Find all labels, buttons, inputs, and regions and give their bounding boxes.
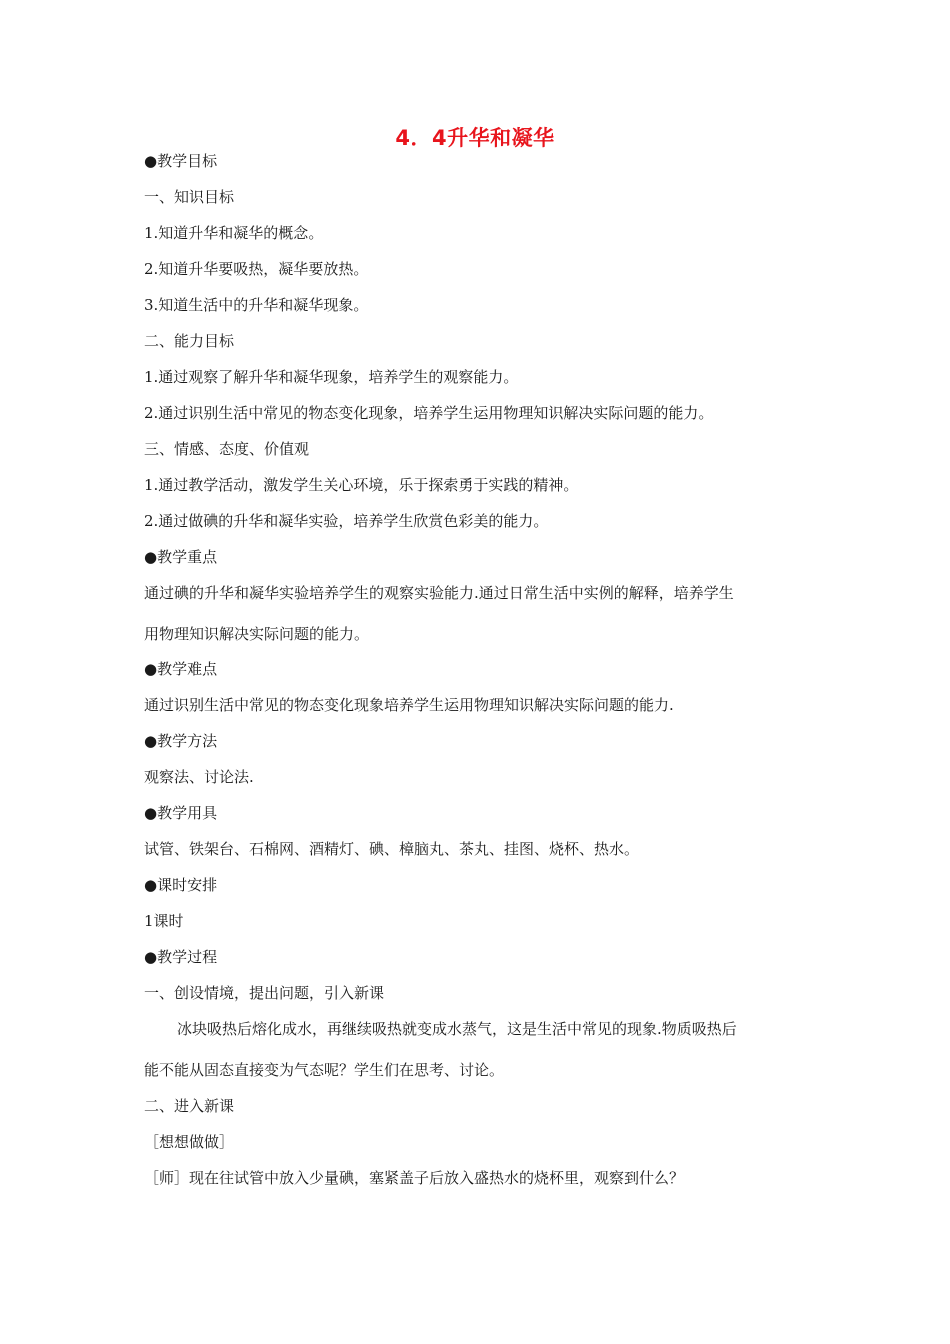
- paragraph-line: 2.通过识别生活中常见的物态变化现象，培养学生运用物理知识解决实际问题的能力。: [144, 404, 714, 422]
- section-heading-methods: ●教学方法: [144, 732, 218, 750]
- paragraph-line: 试管、铁架台、石棉网、酒精灯、碘、樟脑丸、茶丸、挂图、烧杯、热水。: [144, 840, 640, 858]
- paragraph-line: 能不能从固态直接变为气态呢？学生们在思考、讨论。: [144, 1061, 505, 1079]
- paragraph-line: 通过识别生活中常见的物态变化现象培养学生运用物理知识解决实际问题的能力.: [144, 696, 674, 714]
- paragraph-line: 1.通过教学活动，激发学生关心环境，乐于探索勇于实践的精神。: [144, 476, 579, 494]
- paragraph-line: 2.通过做碘的升华和凝华实验，培养学生欣赏色彩美的能力。: [144, 512, 549, 530]
- subheading-new-lesson: 二、进入新课: [144, 1097, 235, 1115]
- section-heading-key-points: ●教学重点: [144, 548, 218, 566]
- paragraph-line: 1.通过观察了解升华和凝华现象，培养学生的观察能力。: [144, 368, 519, 386]
- subheading-attitude-goals: 三、情感、态度、价值观: [144, 440, 310, 458]
- section-heading-difficulties: ●教学难点: [144, 660, 218, 678]
- subheading-knowledge-goals: 一、知识目标: [144, 188, 235, 206]
- paragraph-line: 用物理知识解决实际问题的能力。: [144, 625, 370, 643]
- paragraph-line: ［师］现在往试管中放入少量碘，塞紧盖子后放入盛热水的烧杯里，观察到什么？: [144, 1169, 685, 1187]
- section-heading-process: ●教学过程: [144, 948, 218, 966]
- paragraph-line: 通过碘的升华和凝华实验培养学生的观察实验能力.通过日常生活中实例的解释，培养学生: [144, 584, 734, 602]
- paragraph-line: ［想想做做］: [144, 1133, 235, 1151]
- section-heading-schedule: ●课时安排: [144, 876, 218, 894]
- section-heading-teaching-aids: ●教学用具: [144, 804, 218, 822]
- paragraph-line: 3.知道生活中的升华和凝华现象。: [144, 296, 369, 314]
- paragraph-line: 1课时: [144, 912, 184, 930]
- paragraph-line: 1.知道升华和凝华的概念。: [144, 224, 324, 242]
- section-heading-teaching-goals: ●教学目标: [144, 152, 218, 170]
- subheading-ability-goals: 二、能力目标: [144, 332, 235, 350]
- paragraph-line: 2.知道升华要吸热，凝华要放热。: [144, 260, 369, 278]
- subheading-intro: 一、创设情境，提出问题，引入新课: [144, 984, 385, 1002]
- document-title: 4．4升华和凝华: [395, 126, 555, 150]
- paragraph-line: 观察法、讨论法.: [144, 768, 254, 786]
- paragraph-line: 冰块吸热后熔化成水，再继续吸热就变成水蒸气，这是生活中常见的现象.物质吸热后: [177, 1020, 737, 1038]
